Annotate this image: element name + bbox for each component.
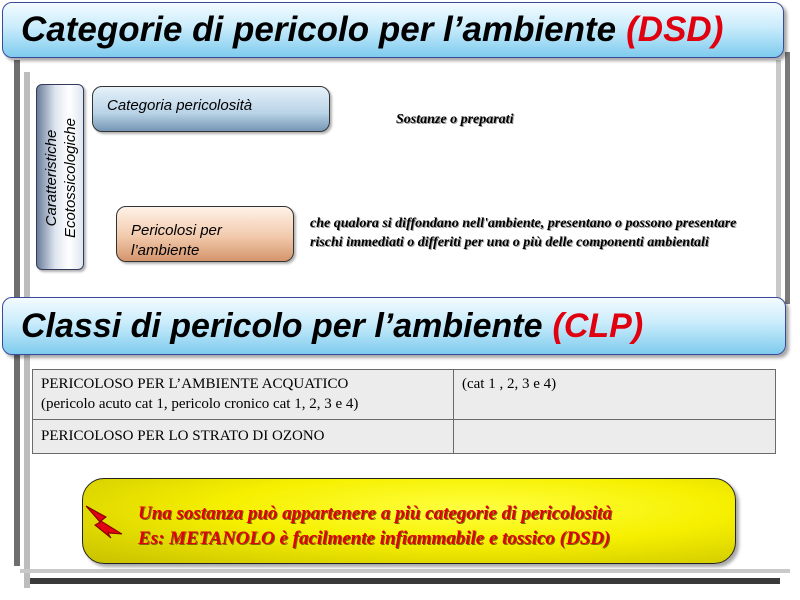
hazard-box-line1: Pericolosi per (131, 222, 222, 239)
ecotox-side-label-text (42, 88, 80, 268)
hazard-box (116, 206, 294, 262)
table-cell-categories: (cat 1 , 2, 3 e 4) (454, 370, 776, 420)
table-cell-class (33, 370, 454, 420)
side-label-line2: Ecotossicologiche (62, 117, 79, 239)
side-label-line1: Caratteristiche (43, 129, 60, 227)
hazard-description (310, 214, 790, 252)
ecotox-side-label (36, 84, 84, 270)
hazard-description-line1: che qualora si diffondano nell'ambiente, presentano o possono presentare (310, 216, 737, 231)
clp-hazard-table (32, 369, 776, 454)
frame-line-right-light (776, 60, 781, 304)
dsd-title: Categorie di pericolo per l’ambiente (21, 10, 617, 49)
frame-line-right-dark (785, 52, 790, 304)
class-line1: PERICOLOSO PER L’AMBIENTE ACQUATICO (41, 376, 349, 392)
frame-line-bottom-dark (30, 578, 780, 584)
hazard-description-line2: rischi immediati o differiti per una o più delle componenti ambientali (310, 235, 709, 250)
clp-title-accent: (CLP) (552, 306, 644, 345)
lightning-bolt-icon (84, 500, 124, 540)
hazard-box-line2: l’ambiente (131, 242, 200, 259)
table-cell-categories (454, 420, 776, 454)
table-row (33, 420, 776, 454)
dsd-title-bar (2, 2, 784, 58)
category-description: Sostanze o preparati (396, 112, 514, 127)
clp-title-bar (2, 297, 786, 355)
category-box (92, 86, 330, 132)
note-line2: Es: METANOLO è facilmente infiammabile e tossico (DSD) (138, 528, 611, 549)
note-line1: Una sostanza può appartenere a più categorie di pericolosità (138, 503, 612, 524)
category-box-label: Categoria pericolosità (107, 97, 253, 114)
frame-line-bottom-light (20, 569, 790, 573)
table-cell-class: PERICOLOSO PER LO STRATO DI OZONO (33, 420, 454, 454)
clp-title: Classi di pericolo per l’ambiente (21, 306, 543, 345)
table-row (33, 370, 776, 420)
dsd-title-accent: (DSD) (626, 10, 724, 49)
class-line2: (pericolo acuto cat 1, pericolo cronico cat 1, 2, 3 e 4) (41, 396, 359, 412)
